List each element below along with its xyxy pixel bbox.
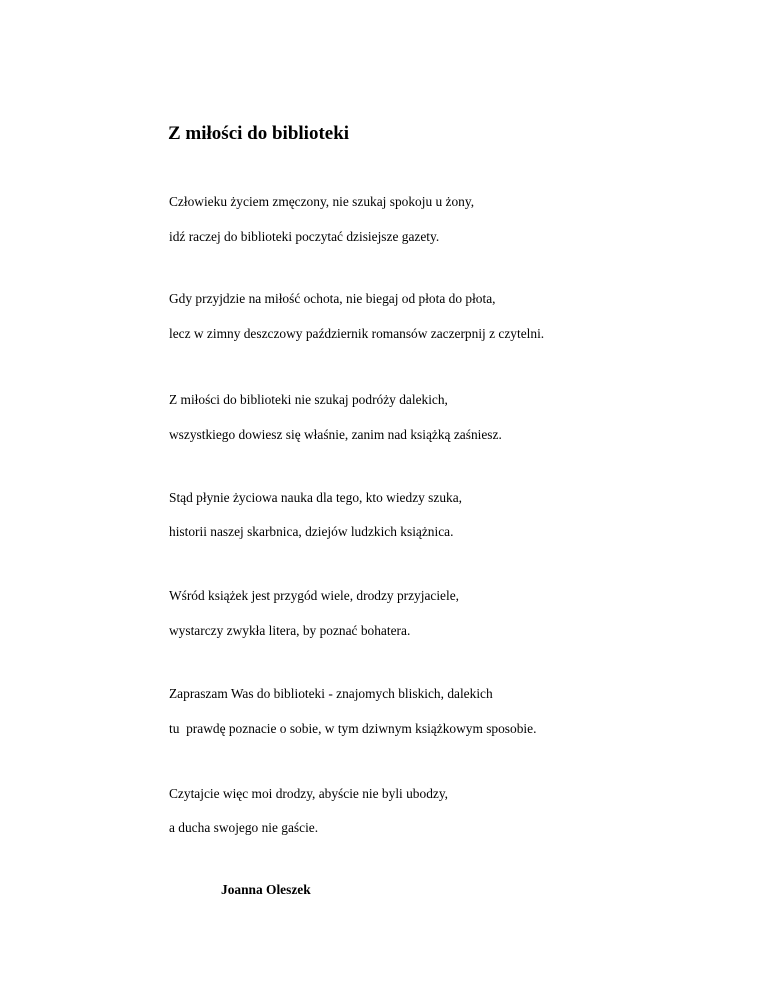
stanza-2-line-2: lecz w zimny deszczowy październik romansów zaczerpnij z czytelni. xyxy=(169,326,545,341)
stanza-6-line-1: Zapraszam Was do biblioteki - znajomych bliskich, dalekich xyxy=(169,686,493,701)
stanza-4-line-1: Stąd płynie życiowa nauka dla tego, kto wiedzy szuka, xyxy=(169,490,463,505)
stanza-2-line-1: Gdy przyjdzie na miłość ochota, nie biegaj od płota do płota, xyxy=(169,291,496,306)
poem-title: Z miłości do biblioteki xyxy=(168,123,350,144)
stanza-4-line-2: historii naszej skarbnica, dziejów ludzkich książnica. xyxy=(169,524,454,539)
author-signature: Joanna Oleszek xyxy=(221,882,311,897)
stanza-5-line-2: wystarczy zwykła litera, by poznać bohatera. xyxy=(169,623,411,638)
stanza-7-line-2: a ducha swojego nie gaście. xyxy=(169,820,319,835)
stanza-1-line-1: Człowieku życiem zmęczony, nie szukaj spokoju u żony, xyxy=(169,194,475,209)
stanza-3-line-1: Z miłości do biblioteki nie szukaj podróży dalekich, xyxy=(169,392,448,407)
stanza-1-line-2: idź raczej do biblioteki poczytać dzisiejsze gazety. xyxy=(169,229,440,244)
stanza-3-line-2: wszystkiego dowiesz się właśnie, zanim nad książką zaśniesz. xyxy=(169,427,502,442)
stanza-7-line-1: Czytajcie więc moi drodzy, abyście nie byli ubodzy, xyxy=(169,786,449,801)
stanza-5-line-1: Wśród książek jest przygód wiele, drodzy przyjaciele, xyxy=(169,588,460,603)
stanza-6-line-2: tu prawdę poznacie o sobie, w tym dziwnym książkowym sposobie. xyxy=(169,721,537,736)
